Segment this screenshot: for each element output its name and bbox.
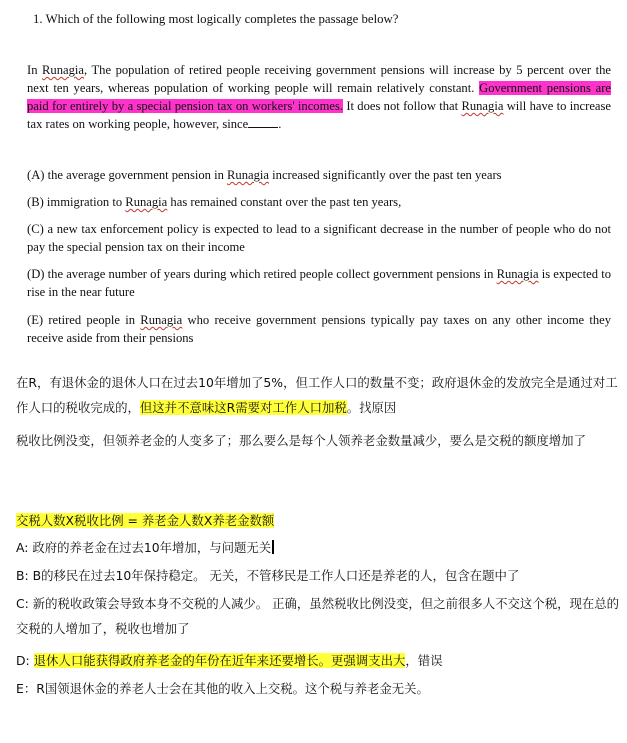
text-cursor [272, 540, 274, 554]
answer-blank [248, 115, 278, 128]
option-a[interactable]: (A) the average government pension in Runagia increased significantly over the past ten years [27, 168, 502, 182]
note-option-c: C: 新的税收政策会导致本身不交税的人减少。 正确，虽然税收比例没变，但之前很多人不交这个税，现在总的交税的人增加了，税收也增加了 [16, 596, 620, 636]
option-e[interactable]: (E) retired people in Runagia who receive government pensions typically pay taxes on any other income they receive aside from their pensions [27, 313, 612, 345]
question-passage: In Runagia, The population of retired people receiving government pensions will increase by 5 percent over the next ten years, whereas population of working people will remain relatively constant. Government pensions are paid for entirely by a special pension tax on workers' incomes. It does not follow that Runagia will have to increase tax rates on working people, however, since . [27, 63, 612, 131]
note-formula: 交税人数X税收比例 = 养老金人数X养老金数额 [16, 513, 275, 528]
country-name: Runagia [42, 63, 85, 77]
note-reasoning: 税收比例没变，但领养老金的人变多了；那么要么是每个人领养老金数量减少，要么是交税的额度增加了 [16, 433, 586, 448]
option-b[interactable]: (B) immigration to Runagia has remained constant over the past ten years, [27, 195, 402, 209]
note-analysis: 在R，有退休金的退休人口在过去10年增加了5%，但工作人口的数量不变；政府退休金的发放完全是通过对工作人口的税收完成的，但这并不意味这R需要对工作人口加税。找原因 [16, 375, 618, 415]
note-option-d: D: 退休人口能获得政府养老金的年份在近年来还要增长。更强调支出大，错误 [16, 653, 443, 668]
highlighted-premise: Government pensions are paid for entirely by a special pension tax on workers' incomes. [27, 81, 611, 113]
note-option-a: A: 政府的养老金在过去10年增加，与问题无关 [16, 535, 622, 560]
option-d[interactable]: (D) the average number of years during which retired people collect government pensions in Runagia is expected to rise in the near future [27, 267, 611, 299]
question-title: 1. Which of the following most logically completes the passage below? [33, 12, 399, 26]
note-option-b: B: B的移民在过去10年保持稳定。 无关，不管移民是工作人口还是养老的人，包含在题中了 [16, 568, 520, 583]
note-highlight: 但这并不意味这R需要对工作人口加税 [139, 400, 347, 415]
option-c[interactable]: (C) a new tax enforcement policy is expected to lead to a significant decrease in the number of people who do not pay the special pension tax on their income [27, 222, 611, 254]
note-option-e: E：R国领退休金的养老人士会在其他的收入上交税。这个税与养老金无关。 [16, 681, 429, 696]
